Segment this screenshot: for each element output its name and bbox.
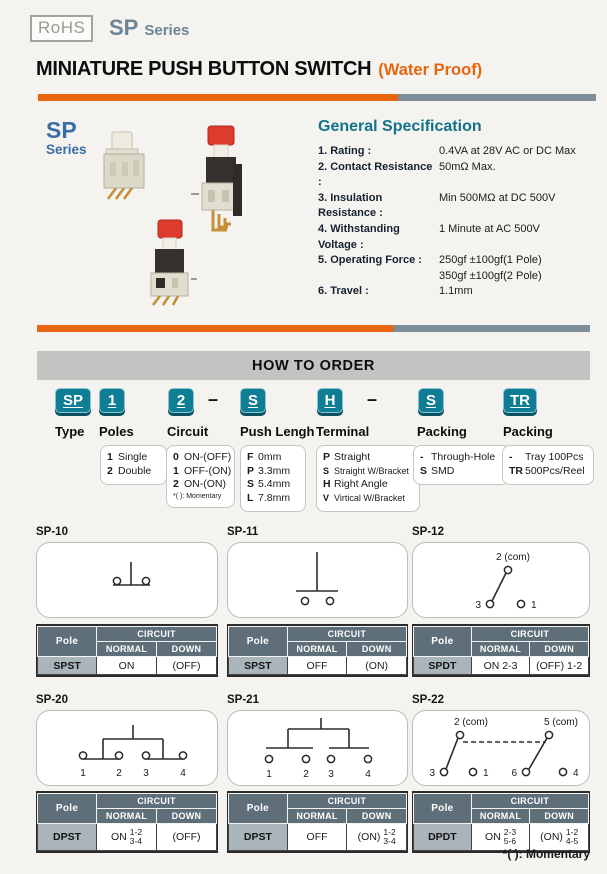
options-poles <box>100 445 167 485</box>
svg-text:1: 1 <box>531 600 537 611</box>
series-name: SP <box>109 15 139 40</box>
spec-item: 1. Rating : 0.4VA at 28V AC or DC Max <box>318 145 576 157</box>
model-name: SP-10 <box>36 526 68 538</box>
order-label-terminal: Terminal <box>316 424 370 439</box>
model-sp-10 <box>36 526 218 677</box>
circuit-table: Pole CIRCUIT NORMAL DOWN DPDT ON 2-3 5-6 (ON) 1-2 4-5 <box>412 791 590 853</box>
option: 0 ON-(OFF) <box>173 451 232 463</box>
option: H Right Angle <box>323 478 388 490</box>
model-name: SP-12 <box>412 526 444 538</box>
svg-text:3: 3 <box>143 768 149 779</box>
svg-text:1: 1 <box>483 768 489 779</box>
option: 2 ON-(ON) <box>173 478 226 490</box>
spec-item: 5. Operating Force : 250gf ±100gf(1 Pole) <box>318 254 542 267</box>
spec-list <box>318 144 598 300</box>
svg-text:2 (com): 2 (com) <box>454 717 488 728</box>
option: 1 OFF-(ON) <box>173 464 232 477</box>
sp22-schematic <box>413 711 589 783</box>
series-header <box>109 15 189 41</box>
rohs-badge: RoHS <box>30 15 93 42</box>
order-label-packing1: Packing <box>417 424 467 439</box>
option: F 0mm <box>247 451 282 463</box>
pole-value: SPDT <box>414 657 472 675</box>
model-name: SP-21 <box>227 694 259 706</box>
sp21-schematic <box>228 711 407 783</box>
order-label-type: Type <box>55 424 85 439</box>
schematic-box <box>36 710 218 786</box>
down-value: (ON) 1-2 3-4 <box>347 824 407 851</box>
pole-value: SPST <box>38 657 97 675</box>
series-side-label <box>46 119 87 157</box>
option: P 3.3mm <box>247 464 291 477</box>
model-name: SP-22 <box>412 694 444 706</box>
switch-photo-red-right <box>191 126 242 230</box>
pole-value: SPST <box>229 657 288 675</box>
divider-rule-mid <box>37 325 590 332</box>
options-pushlength <box>240 445 306 512</box>
down-value: (OFF) 1-2 <box>530 657 589 675</box>
sp20-schematic <box>37 711 217 783</box>
circuit-table: Pole CIRCUIT NORMAL DOWN DPST ON 1-2 3-4 (OFF) <box>36 791 218 853</box>
sp12-schematic <box>413 543 589 615</box>
schematic-box <box>412 542 590 618</box>
switch-photo-red-bottom <box>151 220 197 305</box>
momentary-note: *( ): Momentary <box>173 492 222 500</box>
normal-value: ON 1-2 3-4 <box>97 824 157 851</box>
options-terminal <box>316 445 420 512</box>
circuit-table: Pole CIRCUIT NORMAL DOWN DPST OFF (ON) 1-2 3-4 <box>227 791 408 853</box>
order-badge-packing2: TR <box>503 388 537 413</box>
series-side-name: SP <box>46 117 77 143</box>
spec-item: 4. Withstanding Voltage : 1 Minute at AC 500V <box>318 222 540 251</box>
order-badge-poles: 1 <box>99 388 125 413</box>
spec-item: 3. Insulation Resistance : Min 500MΩ at DC 500V <box>318 191 556 220</box>
sp10-schematic <box>37 543 217 615</box>
page-title: MINIATURE PUSH BUTTON SWITCH <box>36 58 372 80</box>
order-badge-terminal: H <box>317 388 343 413</box>
svg-text:2: 2 <box>116 768 122 779</box>
svg-text:4: 4 <box>365 769 371 780</box>
pole-value: DPDT <box>414 824 472 851</box>
order-separator: – <box>208 389 219 409</box>
option: 2 Double <box>107 464 152 477</box>
pole-value: DPST <box>229 824 288 851</box>
normal-value: OFF <box>287 824 347 851</box>
order-badge-pushlength: S <box>240 388 266 413</box>
spec-item: 6. Travel : 1.1mm <box>318 285 473 298</box>
order-badge-packing1: S <box>418 388 444 413</box>
how-to-order-header: HOW TO ORDER <box>37 351 590 380</box>
sp11-schematic <box>228 543 407 615</box>
schematic-box <box>412 710 590 786</box>
spec-item: 2. Contact Resistance : 50mΩ Max. <box>318 160 496 189</box>
switch-photo-beige <box>104 132 144 199</box>
option: V Virtical W/Bracket <box>323 492 405 503</box>
normal-value: ON <box>97 657 157 675</box>
schematic-box <box>36 542 218 618</box>
options-packing1 <box>413 445 510 485</box>
circuit-table: Pole CIRCUIT NORMAL DOWN SPST OFF (ON) <box>227 624 408 677</box>
option: - Through-Hole <box>420 451 496 463</box>
page-title-row <box>36 58 482 81</box>
option: L 7.8mm <box>247 491 291 504</box>
order-badge-circuit: 2 <box>168 388 194 413</box>
down-value: (OFF) <box>157 824 217 851</box>
model-sp-11 <box>227 526 408 677</box>
option: S 5.4mm <box>247 478 291 490</box>
normal-value: OFF <box>287 657 347 675</box>
svg-text:4: 4 <box>180 768 186 779</box>
option: TR 500Pcs/Reel <box>509 464 585 477</box>
spec-heading: General Specification <box>318 118 482 135</box>
order-separator: – <box>367 389 378 409</box>
option: 1 Single <box>107 451 148 463</box>
options-circuit <box>166 445 235 508</box>
order-badge-type: SP <box>55 388 91 413</box>
svg-text:3: 3 <box>475 600 481 611</box>
order-label-pushlength: Push Lengh <box>240 424 315 439</box>
normal-value: ON 2-3 5-6 <box>471 824 530 851</box>
svg-text:6: 6 <box>511 768 517 779</box>
model-sp-12 <box>412 526 590 677</box>
model-sp-20 <box>36 694 218 853</box>
option: - Tray 100Pcs <box>509 451 584 463</box>
pole-value: DPST <box>38 824 97 851</box>
svg-text:2 (com): 2 (com) <box>496 552 530 563</box>
option: S SMD <box>420 464 455 477</box>
divider-rule-top <box>38 94 596 101</box>
down-value: (OFF) <box>157 657 217 675</box>
svg-text:1: 1 <box>266 769 272 780</box>
down-value: (ON) <box>347 657 407 675</box>
options-packing2 <box>502 445 594 485</box>
model-name: SP-20 <box>36 694 68 706</box>
model-sp-22 <box>412 694 590 853</box>
series-word: Series <box>144 22 190 39</box>
option: P Straight <box>323 451 371 463</box>
momentary-footnote: *( ): Momentary <box>502 847 590 861</box>
option: S Straight W/Bracket <box>323 465 410 476</box>
normal-value: ON 2-3 <box>471 657 530 675</box>
circuit-table: Pole CIRCUIT NORMAL DOWN SPST ON (OFF) <box>36 624 218 677</box>
svg-text:5 (com): 5 (com) <box>544 717 578 728</box>
model-sp-21 <box>227 694 408 853</box>
product-photos <box>92 106 282 306</box>
schematic-box <box>227 710 408 786</box>
svg-text:3: 3 <box>328 769 334 780</box>
schematic-box <box>227 542 408 618</box>
svg-text:3: 3 <box>429 768 435 779</box>
page-subtitle: (Water Proof) <box>378 61 483 79</box>
order-label-circuit: Circuit <box>167 424 209 439</box>
circuit-table: Pole CIRCUIT NORMAL DOWN SPDT ON 2-3 (OFF) 1-2 <box>412 624 590 677</box>
svg-text:1: 1 <box>80 768 86 779</box>
spec-item: 350gf ±100gf(2 Pole) <box>439 269 542 282</box>
svg-text:4: 4 <box>573 768 579 779</box>
series-side-word: Series <box>46 142 87 157</box>
svg-text:2: 2 <box>303 769 309 780</box>
order-label-packing2: Packing <box>503 424 553 439</box>
order-label-poles: Poles <box>99 424 134 439</box>
model-name: SP-11 <box>227 526 259 538</box>
down-value: (ON) 1-2 4-5 <box>530 824 589 851</box>
